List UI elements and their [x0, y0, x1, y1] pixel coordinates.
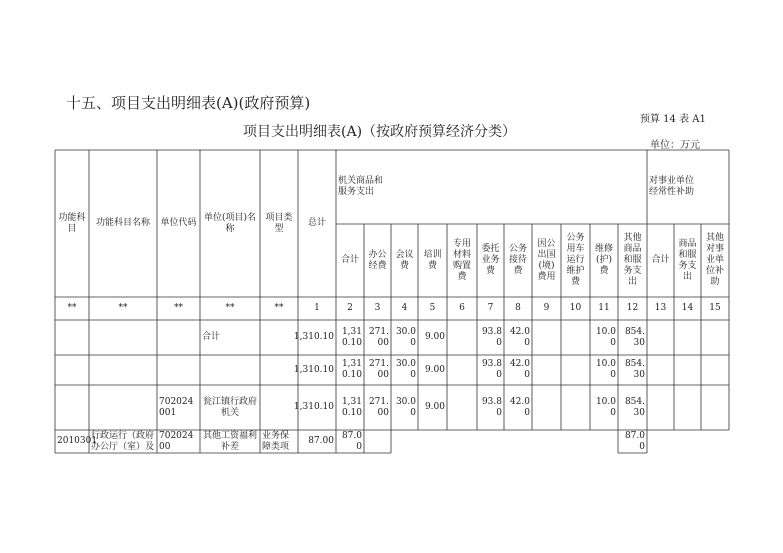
header-sub: [534, 225, 559, 296]
cell-unit-name: [202, 321, 258, 354]
header-group-goods-text: 机关商品和服务支出: [338, 176, 384, 197]
cell-value: [649, 431, 672, 452]
index-cell-text: 11: [598, 303, 610, 313]
cell-value: [366, 356, 389, 384]
cell-value: [506, 431, 530, 452]
cell-value: [620, 356, 645, 384]
index-cell-text: **: [67, 303, 77, 313]
header-sub-text: 公务用车运行维护费: [566, 233, 585, 287]
cell-value-text: 42.00: [509, 326, 530, 348]
cell-value: [338, 386, 362, 429]
cell-value: [449, 431, 475, 452]
cell-value: [649, 356, 672, 384]
header-sub: [506, 225, 530, 296]
index-cell: [449, 298, 475, 319]
cell-value-text: 87.00: [624, 430, 645, 452]
header-sub-text: 商品和服务支出: [678, 238, 697, 282]
header-sub-text: 合计: [651, 255, 670, 265]
header-sub-text: 因公出国(境)费用: [537, 238, 556, 282]
cell-value-text: 1,310.10: [341, 326, 362, 348]
cell-value: [649, 386, 672, 429]
cell-value-text: 87.00: [341, 430, 362, 452]
index-cell-text: **: [225, 303, 235, 313]
header-sub-text: 会议费: [395, 249, 414, 271]
cell-value: [534, 356, 559, 384]
header-group-subsidy: [649, 151, 697, 223]
cell-total-text: 1,310.10: [293, 332, 334, 342]
cell-proj-type: [262, 356, 296, 384]
index-cell-text: 1: [314, 303, 320, 313]
cell-value: [479, 386, 502, 429]
cell-value: [420, 386, 445, 429]
cell-value-text: 271.00: [368, 359, 389, 380]
cell-value-text: 9.00: [424, 364, 445, 375]
cell-total: [293, 386, 334, 429]
cell-value: [479, 321, 502, 354]
cell-value-text: 854.30: [624, 359, 645, 380]
index-cell-text: 6: [459, 303, 465, 313]
header-sub: [703, 225, 727, 296]
header-sub: [676, 225, 699, 296]
cell-value: [592, 431, 616, 452]
cell-value-text: 30.00: [395, 359, 416, 380]
header-total-text: 总计: [307, 218, 326, 228]
cell-value: [676, 431, 699, 452]
index-cell-text: 3: [374, 303, 381, 313]
cell-total: [300, 431, 334, 452]
header-sub: [338, 225, 362, 296]
index-cell-text: 10: [569, 303, 582, 313]
cell-value: [676, 356, 699, 384]
header-group-subsidy-text: 对事业单位经常性补助: [649, 176, 695, 197]
cell-unit-name-text: 其他工资福利补差: [202, 430, 257, 452]
cell-value: [449, 321, 475, 354]
cell-value: [592, 356, 616, 384]
cell-value-text: 271.00: [368, 326, 389, 348]
cell-value: [393, 356, 416, 384]
header-unit-code: [159, 151, 198, 296]
cell-value: [676, 321, 699, 354]
header-group-goods: [338, 151, 387, 223]
index-cell: [479, 298, 502, 319]
index-cell-text: 12: [626, 303, 639, 313]
header-sub: [393, 225, 416, 296]
cell-proj-type: [262, 321, 296, 354]
cell-func-code: [57, 356, 87, 384]
cell-value: [703, 321, 727, 354]
cell-value: [676, 386, 699, 429]
cell-total-text: 1,310.10: [293, 402, 334, 412]
cell-value: [338, 356, 362, 384]
cell-func-code: [57, 386, 87, 429]
index-cell: [91, 298, 155, 319]
index-cell-text: 2: [347, 303, 353, 313]
cell-value: [366, 386, 389, 429]
cell-value-text: 30.00: [395, 326, 416, 348]
cell-value: [338, 431, 362, 452]
cell-value-text: 93.80: [481, 359, 502, 380]
index-cell: [57, 298, 87, 319]
header-proj-type: [262, 151, 296, 296]
cell-proj-type: [262, 386, 296, 429]
index-cell-text: 7: [487, 303, 494, 313]
cell-proj-type: [262, 431, 296, 452]
cell-value: [338, 321, 362, 354]
header-sub-text: 公务接待费: [508, 244, 527, 276]
cell-value: [563, 356, 588, 384]
cell-value-text: 10.00: [595, 396, 616, 418]
cell-unit-code: [159, 386, 198, 429]
cell-value-text: 93.80: [481, 396, 502, 418]
index-cell-text: **: [174, 303, 183, 313]
cell-total-text: 1,310.10: [293, 364, 334, 375]
cell-unit-code: [159, 356, 198, 384]
cell-value: [563, 386, 588, 429]
index-cell: [592, 298, 616, 319]
cell-unit-name-text: 合计: [202, 332, 221, 342]
cell-value-text: 854.30: [624, 396, 645, 418]
header-func-name: [91, 151, 155, 296]
header-sub-text: 委托业务费: [481, 244, 500, 276]
header-func-code-text: 功能科目: [58, 212, 86, 234]
cell-unit-name: [202, 356, 258, 384]
section-heading: 十五、项目支出明细表(A)(政府预算): [66, 94, 311, 112]
header-total: [300, 151, 334, 296]
index-cell: [420, 298, 445, 319]
cell-value-text: 9.00: [424, 332, 445, 342]
cell-unit-code-text: 70202400: [159, 430, 194, 452]
index-cell: [703, 298, 727, 319]
header-sub: [649, 225, 672, 296]
cell-value: [506, 356, 530, 384]
cell-value-text: 854.30: [624, 326, 645, 348]
cell-value: [393, 431, 416, 452]
header-unit-name: [202, 151, 258, 296]
cell-unit-code: [159, 431, 198, 452]
header-sub: [420, 225, 445, 296]
cell-value: [506, 386, 530, 429]
cell-value: [366, 321, 389, 354]
index-cell-text: 9: [543, 303, 550, 313]
index-cell: [262, 298, 296, 319]
cell-value: [703, 356, 727, 384]
table-code: 预算 14 表 A1: [640, 114, 706, 125]
cell-value: [420, 356, 445, 384]
header-func-name-text: 功能科目名称: [95, 218, 150, 228]
header-proj-type-text: 项目类型: [265, 212, 293, 234]
cell-unit-code: [159, 321, 198, 354]
cell-value-text: 93.80: [481, 326, 502, 348]
cell-value-text: 1,310.10: [341, 359, 362, 380]
cell-unit-name: [202, 386, 258, 429]
index-cell-text: 8: [515, 303, 521, 313]
cell-value: [563, 321, 588, 354]
cell-value: [563, 431, 588, 452]
index-cell: [506, 298, 530, 319]
cell-func-code: [57, 431, 98, 452]
index-cell-text: 15: [709, 303, 721, 313]
header-sub: [366, 225, 389, 296]
cell-value: [420, 431, 445, 452]
header-sub: [563, 225, 588, 296]
cell-value-text: 271.00: [368, 396, 389, 418]
index-cell: [338, 298, 362, 319]
cell-proj-type-text: 业务保障类项: [262, 430, 290, 452]
header-sub-text: 办公经费: [368, 249, 387, 271]
header-sub-text: 其他对事业单位补助: [705, 233, 724, 287]
cell-value-text: 42.00: [509, 396, 530, 418]
unit-label: 单位：万元: [650, 140, 700, 151]
index-cell-text: 4: [401, 303, 408, 313]
index-cell: [202, 298, 258, 319]
index-cell: [676, 298, 699, 319]
cell-unit-name: [202, 431, 258, 452]
header-func-code: [57, 151, 87, 296]
header-sub-text: 维修(护)费: [594, 244, 613, 276]
cell-func-name: [91, 386, 155, 429]
cell-value: [620, 431, 645, 452]
cell-func-name: [91, 321, 155, 354]
index-cell: [563, 298, 588, 319]
cell-value: [479, 431, 502, 452]
header-sub: [479, 225, 502, 296]
cell-value-text: 42.00: [509, 359, 530, 380]
cell-value: [393, 386, 416, 429]
cell-total: [293, 321, 334, 354]
header-unit-code-text: 单位代码: [160, 218, 197, 228]
header-sub-text: 专用材料购置费: [452, 238, 471, 282]
index-cell-text: 14: [681, 303, 694, 313]
cell-value-text: 9.00: [424, 402, 445, 412]
cell-value: [649, 321, 672, 354]
cell-unit-name-text: 瓮江镇行政府机关: [202, 396, 257, 418]
cell-value: [703, 431, 727, 452]
header-sub-text: 合计: [340, 255, 359, 265]
index-cell-text: 5: [429, 303, 436, 313]
cell-value: [506, 321, 530, 354]
cell-value: [620, 321, 645, 354]
cell-value: [592, 386, 616, 429]
index-cell: [366, 298, 389, 319]
index-cell-text: **: [274, 303, 284, 313]
index-cell-text: **: [118, 303, 128, 313]
header-sub-text: 其他商品和服务支出: [623, 233, 642, 287]
cell-func-name-text: 行政运行（政府办公厅（室）及: [91, 430, 155, 452]
header-sub-text: 培训费: [423, 249, 442, 271]
cell-value: [449, 386, 475, 429]
cell-value-text: 30.00: [395, 396, 416, 418]
cell-value: [534, 386, 559, 429]
cell-value: [534, 321, 559, 354]
index-cell: [159, 298, 198, 319]
index-cell-text: 13: [654, 303, 667, 313]
cell-value: [420, 321, 445, 354]
header-unit-name-text: 单位(项目)名称: [203, 212, 257, 234]
cell-value: [393, 321, 416, 354]
header-sub: [449, 225, 475, 296]
cell-value: [534, 431, 559, 452]
cell-value: [479, 356, 502, 384]
cell-value: [449, 356, 475, 384]
cell-func-code-text: 2010301: [57, 436, 98, 446]
cell-func-name: [91, 356, 155, 384]
index-cell: [300, 298, 334, 319]
header-sub: [592, 225, 616, 296]
cell-value-text: 10.00: [595, 326, 616, 348]
cell-value: [592, 321, 616, 354]
cell-total: [293, 356, 334, 384]
header-sub: [620, 225, 645, 296]
cell-func-name: [91, 431, 155, 452]
index-cell: [393, 298, 416, 319]
cell-unit-code-text: 702024001: [159, 396, 194, 418]
index-cell: [534, 298, 559, 319]
cell-total-text: 87.00: [308, 436, 334, 446]
cell-value-text: 10.00: [595, 359, 616, 380]
cell-value: [703, 386, 727, 429]
index-cell: [620, 298, 645, 319]
cell-value: [366, 431, 389, 452]
cell-func-code: [57, 321, 87, 354]
table-title: 项目支出明细表(A)（按政府预算经济分类）: [243, 124, 517, 140]
cell-value: [620, 386, 645, 429]
cell-value-text: 1,310.10: [341, 396, 362, 418]
index-cell: [649, 298, 672, 319]
